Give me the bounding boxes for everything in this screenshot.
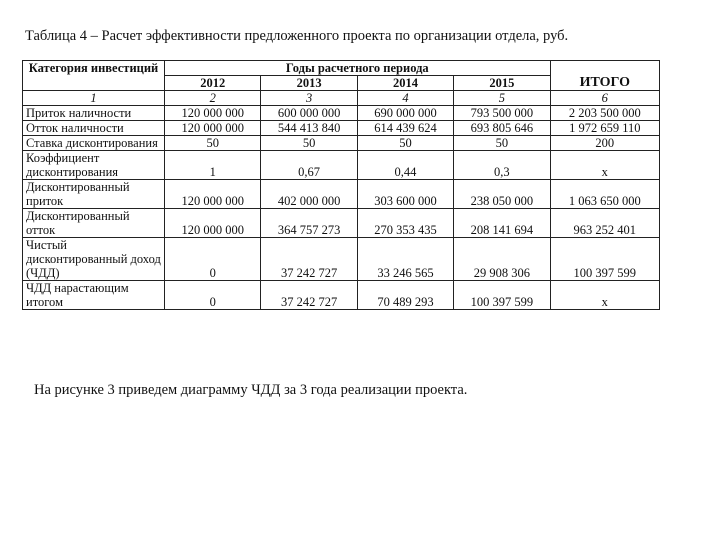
cell-value: 600 000 000	[261, 106, 357, 121]
row-label: ЧДД нарастающим итогом	[23, 281, 165, 310]
table-row	[23, 281, 660, 310]
header-category: Категория инвестиций	[23, 61, 165, 91]
cell-value: 120 000 000	[165, 106, 261, 121]
table-row	[23, 106, 660, 121]
cell-total: 100 397 599	[550, 238, 659, 281]
cell-value: 690 000 000	[357, 106, 453, 121]
table-row	[23, 136, 660, 151]
table-row	[23, 121, 660, 136]
cell-value: 364 757 273	[261, 209, 357, 238]
cell-value: 270 353 435	[357, 209, 453, 238]
row-label: Коэффициент дисконтирования	[23, 151, 165, 180]
cell-value: 693 805 646	[454, 121, 550, 136]
cell-value: 33 246 565	[357, 238, 453, 281]
row-label: Дисконтированный приток	[23, 180, 165, 209]
col-number: 1	[23, 91, 165, 106]
cell-value: 50	[357, 136, 453, 151]
cell-value: 0,67	[261, 151, 357, 180]
header-total: ИТОГО	[550, 61, 659, 91]
row-label: Отток наличности	[23, 121, 165, 136]
cell-value: 544 413 840	[261, 121, 357, 136]
cell-total: 1 972 659 110	[550, 121, 659, 136]
table-row	[23, 209, 660, 238]
cell-value: 50	[261, 136, 357, 151]
cell-value: 238 050 000	[454, 180, 550, 209]
cell-total: 963 252 401	[550, 209, 659, 238]
cell-value: 0,44	[357, 151, 453, 180]
cell-value: 1	[165, 151, 261, 180]
cell-total: х	[550, 151, 659, 180]
cell-value: 29 908 306	[454, 238, 550, 281]
column-numbers-row	[23, 91, 660, 106]
header-year-2012: 2012	[165, 76, 261, 91]
cell-value: 120 000 000	[165, 180, 261, 209]
cell-value: 120 000 000	[165, 121, 261, 136]
header-year-2014: 2014	[357, 76, 453, 91]
cell-value: 303 600 000	[357, 180, 453, 209]
cell-value: 0	[165, 281, 261, 310]
header-year-2013: 2013	[261, 76, 357, 91]
cell-value: 37 242 727	[261, 281, 357, 310]
cell-total: 200	[550, 136, 659, 151]
col-number: 4	[357, 91, 453, 106]
header-year-2015: 2015	[454, 76, 550, 91]
cell-value: 614 439 624	[357, 121, 453, 136]
table-header-row	[23, 61, 660, 76]
table-row	[23, 180, 660, 209]
table-row	[23, 238, 660, 281]
cell-value: 37 242 727	[261, 238, 357, 281]
cell-value: 100 397 599	[454, 281, 550, 310]
cell-value: 120 000 000	[165, 209, 261, 238]
cell-value: 793 500 000	[454, 106, 550, 121]
row-label: Дисконтированный отток	[23, 209, 165, 238]
row-label: Чистый дисконтированный доход (ЧДД)	[23, 238, 165, 281]
col-number: 6	[550, 91, 659, 106]
table-caption: Таблица 4 – Расчет эффективности предложенного проекта по организации отдела, руб.	[25, 28, 569, 44]
col-number: 5	[454, 91, 550, 106]
table-row	[23, 151, 660, 180]
cell-total: 1 063 650 000	[550, 180, 659, 209]
row-label: Ставка дисконтирования	[23, 136, 165, 151]
cell-value: 50	[165, 136, 261, 151]
cell-value: 402 000 000	[261, 180, 357, 209]
col-number: 2	[165, 91, 261, 106]
cell-value: 208 141 694	[454, 209, 550, 238]
col-number: 3	[261, 91, 357, 106]
cell-value: 70 489 293	[357, 281, 453, 310]
efficiency-table	[22, 60, 660, 310]
cell-total: 2 203 500 000	[550, 106, 659, 121]
cell-total: х	[550, 281, 659, 310]
header-years-group: Годы расчетного периода	[165, 61, 551, 76]
figure-note: На рисунке 3 приведем диаграмму ЧДД за 3 года реализации проекта.	[34, 382, 468, 398]
row-label: Приток наличности	[23, 106, 165, 121]
cell-value: 0	[165, 238, 261, 281]
cell-value: 0,3	[454, 151, 550, 180]
cell-value: 50	[454, 136, 550, 151]
